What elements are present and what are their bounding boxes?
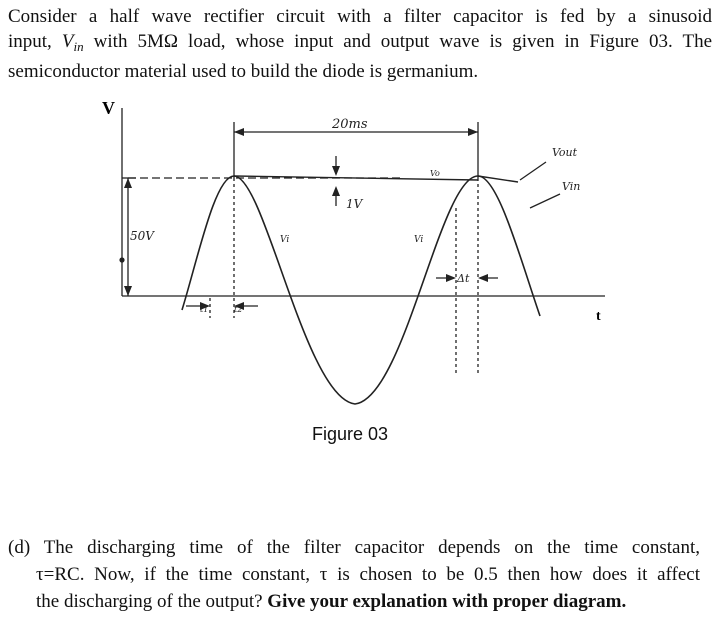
ripple-label: 1V — [346, 197, 363, 211]
rectifier-waveform-diagram — [100, 98, 620, 418]
delta-t-label: Δt — [457, 272, 470, 285]
figure-03 — [100, 98, 620, 418]
vi-left-label: Vi — [280, 235, 290, 245]
delta-t-arrow-head-left — [446, 274, 456, 282]
peak-dimension-arrow-bottom — [124, 286, 132, 296]
vin-symbol: V — [61, 31, 74, 52]
peak-dimension-arrow-top — [124, 178, 132, 188]
vo-mid-label: Vo — [430, 169, 440, 178]
question-d — [8, 534, 700, 615]
ripple-arrow-head-top — [332, 166, 340, 176]
vi-right-label: Vi — [414, 235, 424, 245]
question-line-3-plain: the discharging of the output? — [36, 591, 268, 612]
ripple-arrow-head-bottom — [332, 186, 340, 196]
question-line-3-bold: Give your explanation with proper diagram. — [267, 591, 627, 612]
vout-label: Vout — [552, 146, 578, 159]
question-line-1: (d) The discharging time of the filter capacitor depends on the time constant, — [8, 537, 700, 558]
period-arrow-left — [234, 128, 244, 136]
vin-label: Vin — [562, 180, 581, 193]
axis-t-label: t — [596, 309, 601, 324]
vin-leader — [530, 194, 560, 208]
vin-subscript: in — [73, 39, 84, 54]
period-label: 20ms — [332, 117, 368, 132]
peak-label: 50V — [130, 229, 154, 243]
question-line-2: τ=RC. Now, if the time constant, τ is chosen to be 0.5 then how does it affect — [36, 564, 700, 585]
delta-t-arrow-head-right — [478, 274, 488, 282]
t1-label: t1 — [200, 305, 209, 314]
axis-v-label: V — [102, 98, 115, 118]
figure-caption: Figure 03 — [312, 424, 389, 444]
intro-line-3: semiconductor material used to build the diode is germanium. — [8, 61, 479, 82]
intro-line-2-post: with 5MΩ load, whose input and output wave is given in Figure 03. The — [83, 31, 713, 52]
vout-leader — [520, 162, 546, 180]
axis-marker-dot — [119, 257, 124, 262]
period-arrow-right — [468, 128, 478, 136]
problem-statement — [8, 4, 712, 84]
intro-line-1: Consider a half wave rectifier circuit with a filter capacitor is fed by a sinusoid — [8, 6, 712, 27]
intro-line-2-pre: input, — [8, 31, 62, 52]
t2-label: t2 — [234, 305, 243, 314]
question-line-3 — [8, 588, 700, 615]
intro-line-2 — [8, 29, 712, 59]
